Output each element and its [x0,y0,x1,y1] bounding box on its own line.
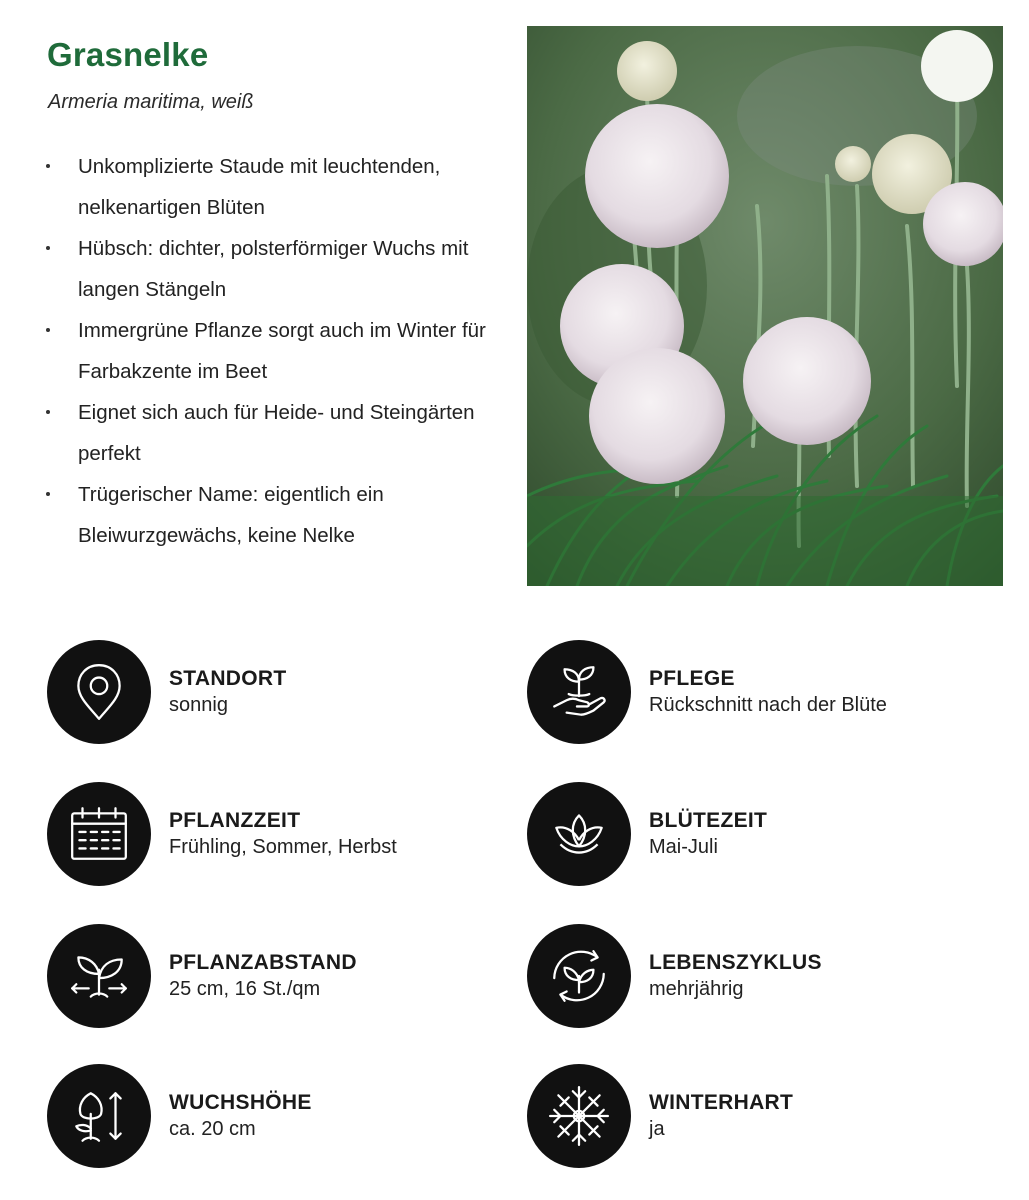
list-item: Trügerischer Name: eigentlich ein Bleiwurzgewächs, keine Nelke [42,474,512,556]
feature-bullet-list [42,146,512,556]
feature-value: mehrjährig [649,978,744,1000]
location-pin-icon [47,640,151,744]
feature-pflanzabstand [47,924,357,1028]
plant-spacing-icon [47,924,151,1028]
feature-value: ja [649,1118,665,1140]
flower-photo-illustration [527,26,1003,586]
feature-label: PFLANZZEIT [169,809,301,832]
feature-label: STANDORT [169,667,287,690]
feature-value: 25 cm, 16 St./qm [169,978,321,1000]
feature-value: sonnig [169,694,228,716]
feature-label: WUCHSHÖHE [169,1091,312,1114]
feature-label: PFLANZABSTAND [169,951,357,974]
feature-label: LEBENSZYKLUS [649,951,822,974]
list-item: Immergrüne Pflanze sorgt auch im Winter für Farbakzente im Beet [42,310,512,392]
bullet-dot-icon [46,492,50,496]
feature-value: Frühling, Sommer, Herbst [169,836,397,858]
feature-lebenszyklus [527,924,822,1028]
plant-height-icon [47,1064,151,1168]
list-item: Unkomplizierte Staude mit leuchtenden, nelkenartigen Blüten [42,146,512,228]
feature-label: PFLEGE [649,667,735,690]
lotus-flower-icon [527,782,631,886]
product-photo [527,26,1003,586]
hand-seedling-icon [527,640,631,744]
feature-value: ca. 20 cm [169,1118,256,1140]
bullet-dot-icon [46,328,50,332]
feature-standort [47,640,287,744]
life-cycle-icon [527,924,631,1028]
bullet-dot-icon [46,164,50,168]
feature-pflege [527,640,887,744]
feature-bluetezeit [527,782,767,886]
calendar-icon [47,782,151,886]
list-item: Eignet sich auch für Heide- und Steingärten perfekt [42,392,512,474]
feature-value: Mai-Juli [649,836,718,858]
feature-wuchshoehe [47,1064,312,1168]
list-item: Hübsch: dichter, polsterförmiger Wuchs mit langen Stängeln [42,228,512,310]
feature-label: BLÜTEZEIT [649,809,768,832]
bullet-dot-icon [46,246,50,250]
product-title: Grasnelke [47,36,209,73]
snowflake-icon [527,1064,631,1168]
botanical-name: Armeria maritima, weiß [48,91,254,113]
feature-pflanzzeit [47,782,397,886]
bullet-dot-icon [46,410,50,414]
feature-winterhart [527,1064,793,1168]
feature-label: WINTERHART [649,1091,794,1114]
feature-value: Rückschnitt nach der Blüte [649,694,887,716]
